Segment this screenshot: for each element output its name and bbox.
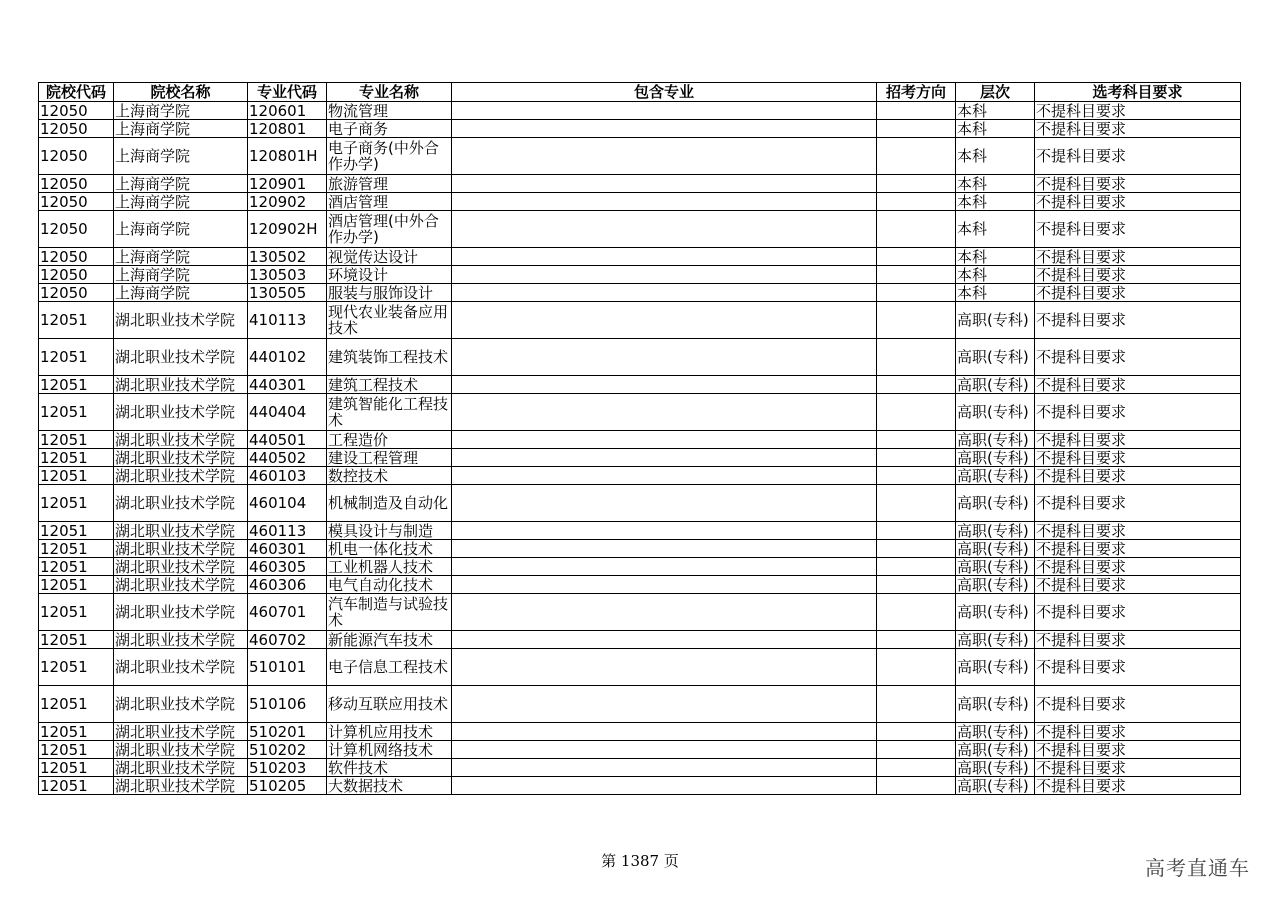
cell-included-majors — [452, 759, 877, 777]
cell-included-majors — [452, 723, 877, 741]
cell-school-code: 12050 — [39, 120, 114, 138]
cell-included-majors — [452, 467, 877, 485]
cell-direction — [877, 394, 956, 431]
cell-level: 本科 — [956, 211, 1035, 248]
cell-major-name: 工业机器人技术 — [327, 558, 452, 576]
cell-major-name: 移动互联应用技术 — [327, 686, 452, 723]
cell-direction — [877, 631, 956, 649]
cell-subject-requirement: 不提科目要求 — [1035, 741, 1241, 759]
table-row — [39, 759, 1241, 777]
cell-school-name: 上海商学院 — [114, 211, 248, 248]
header-major-code: 专业代码 — [248, 83, 327, 102]
cell-subject-requirement: 不提科目要求 — [1035, 193, 1241, 211]
cell-major-code: 460702 — [248, 631, 327, 649]
cell-major-name: 模具设计与制造 — [327, 522, 452, 540]
cell-subject-requirement: 不提科目要求 — [1035, 649, 1241, 686]
cell-major-name: 建筑智能化工程技术 — [327, 394, 452, 431]
cell-school-code: 12051 — [39, 449, 114, 467]
cell-subject-requirement: 不提科目要求 — [1035, 175, 1241, 193]
cell-direction — [877, 120, 956, 138]
cell-major-code: 440102 — [248, 339, 327, 376]
cell-school-code: 12051 — [39, 777, 114, 795]
table-row — [39, 102, 1241, 120]
cell-major-name: 视觉传达设计 — [327, 248, 452, 266]
cell-major-name: 环境设计 — [327, 266, 452, 284]
cell-included-majors — [452, 302, 877, 339]
cell-level: 高职(专科) — [956, 594, 1035, 631]
cell-school-name: 上海商学院 — [114, 138, 248, 175]
cell-major-code: 440301 — [248, 376, 327, 394]
cell-school-code: 12051 — [39, 485, 114, 522]
cell-level: 高职(专科) — [956, 522, 1035, 540]
cell-school-name: 上海商学院 — [114, 102, 248, 120]
cell-included-majors — [452, 631, 877, 649]
table-row — [39, 522, 1241, 540]
table-row — [39, 302, 1241, 339]
cell-major-name: 汽车制造与试验技术 — [327, 594, 452, 631]
cell-subject-requirement: 不提科目要求 — [1035, 284, 1241, 302]
cell-major-code: 440501 — [248, 431, 327, 449]
cell-school-name: 湖北职业技术学院 — [114, 558, 248, 576]
cell-direction — [877, 138, 956, 175]
table-row — [39, 339, 1241, 376]
cell-school-code: 12051 — [39, 594, 114, 631]
cell-major-code: 510203 — [248, 759, 327, 777]
table-row — [39, 540, 1241, 558]
cell-major-name: 计算机网络技术 — [327, 741, 452, 759]
cell-school-name: 湖北职业技术学院 — [114, 576, 248, 594]
cell-school-name: 湖北职业技术学院 — [114, 759, 248, 777]
table-row — [39, 467, 1241, 485]
cell-school-name: 湖北职业技术学院 — [114, 631, 248, 649]
cell-major-name: 电气自动化技术 — [327, 576, 452, 594]
cell-level: 本科 — [956, 193, 1035, 211]
cell-level: 高职(专科) — [956, 649, 1035, 686]
cell-level: 本科 — [956, 138, 1035, 175]
cell-included-majors — [452, 540, 877, 558]
cell-subject-requirement: 不提科目要求 — [1035, 339, 1241, 376]
cell-direction — [877, 777, 956, 795]
cell-major-code: 130503 — [248, 266, 327, 284]
cell-included-majors — [452, 102, 877, 120]
cell-included-majors — [452, 741, 877, 759]
cell-level: 高职(专科) — [956, 576, 1035, 594]
cell-school-name: 湖北职业技术学院 — [114, 540, 248, 558]
cell-direction — [877, 723, 956, 741]
cell-included-majors — [452, 376, 877, 394]
cell-direction — [877, 449, 956, 467]
cell-major-name: 建筑工程技术 — [327, 376, 452, 394]
cell-subject-requirement: 不提科目要求 — [1035, 266, 1241, 284]
cell-level: 高职(专科) — [956, 339, 1035, 376]
cell-major-code: 120902H — [248, 211, 327, 248]
cell-direction — [877, 431, 956, 449]
cell-direction — [877, 594, 956, 631]
cell-major-name: 建筑装饰工程技术 — [327, 339, 452, 376]
cell-level: 高职(专科) — [956, 631, 1035, 649]
cell-included-majors — [452, 284, 877, 302]
header-level: 层次 — [956, 83, 1035, 102]
cell-school-name: 湖北职业技术学院 — [114, 777, 248, 795]
cell-major-name: 旅游管理 — [327, 175, 452, 193]
cell-major-code: 460113 — [248, 522, 327, 540]
cell-major-code: 410113 — [248, 302, 327, 339]
cell-direction — [877, 649, 956, 686]
cell-school-name: 湖北职业技术学院 — [114, 741, 248, 759]
cell-direction — [877, 175, 956, 193]
cell-major-name: 建设工程管理 — [327, 449, 452, 467]
cell-school-name: 湖北职业技术学院 — [114, 339, 248, 376]
cell-major-name: 机械制造及自动化 — [327, 485, 452, 522]
cell-school-code: 12050 — [39, 193, 114, 211]
table-row — [39, 485, 1241, 522]
cell-major-code: 440404 — [248, 394, 327, 431]
page-number: 第 1387 页 — [601, 852, 679, 870]
cell-included-majors — [452, 394, 877, 431]
cell-included-majors — [452, 649, 877, 686]
cell-school-code: 12050 — [39, 284, 114, 302]
cell-major-name: 大数据技术 — [327, 777, 452, 795]
cell-level: 高职(专科) — [956, 485, 1035, 522]
cell-school-name: 湖北职业技术学院 — [114, 449, 248, 467]
cell-level: 本科 — [956, 102, 1035, 120]
header-school-code: 院校代码 — [39, 83, 114, 102]
table-row — [39, 394, 1241, 431]
cell-major-code: 120601 — [248, 102, 327, 120]
cell-major-name: 新能源汽车技术 — [327, 631, 452, 649]
cell-school-code: 12051 — [39, 723, 114, 741]
table-row — [39, 175, 1241, 193]
table-row — [39, 649, 1241, 686]
table-row — [39, 631, 1241, 649]
cell-subject-requirement: 不提科目要求 — [1035, 522, 1241, 540]
cell-subject-requirement: 不提科目要求 — [1035, 485, 1241, 522]
cell-subject-requirement: 不提科目要求 — [1035, 540, 1241, 558]
cell-major-code: 130502 — [248, 248, 327, 266]
table-row — [39, 449, 1241, 467]
cell-level: 本科 — [956, 175, 1035, 193]
cell-subject-requirement: 不提科目要求 — [1035, 467, 1241, 485]
table-row — [39, 594, 1241, 631]
cell-school-code: 12051 — [39, 741, 114, 759]
cell-major-name: 现代农业装备应用技术 — [327, 302, 452, 339]
cell-school-name: 上海商学院 — [114, 175, 248, 193]
cell-school-code: 12051 — [39, 631, 114, 649]
table-body — [39, 102, 1241, 795]
cell-major-name: 服装与服饰设计 — [327, 284, 452, 302]
cell-major-code: 460701 — [248, 594, 327, 631]
table-row — [39, 777, 1241, 795]
cell-school-name: 上海商学院 — [114, 120, 248, 138]
cell-direction — [877, 284, 956, 302]
cell-school-code: 12050 — [39, 102, 114, 120]
table-row — [39, 266, 1241, 284]
cell-school-name: 湖北职业技术学院 — [114, 522, 248, 540]
cell-major-code: 460301 — [248, 540, 327, 558]
cell-school-name: 湖北职业技术学院 — [114, 467, 248, 485]
cell-school-code: 12051 — [39, 759, 114, 777]
cell-included-majors — [452, 120, 877, 138]
table-row — [39, 211, 1241, 248]
cell-school-name: 湖北职业技术学院 — [114, 649, 248, 686]
cell-subject-requirement: 不提科目要求 — [1035, 376, 1241, 394]
cell-major-code: 120902 — [248, 193, 327, 211]
cell-included-majors — [452, 193, 877, 211]
cell-subject-requirement: 不提科目要求 — [1035, 102, 1241, 120]
cell-school-code: 12051 — [39, 376, 114, 394]
cell-included-majors — [452, 558, 877, 576]
cell-subject-requirement: 不提科目要求 — [1035, 631, 1241, 649]
cell-direction — [877, 248, 956, 266]
cell-major-code: 510205 — [248, 777, 327, 795]
cell-school-name: 湖北职业技术学院 — [114, 302, 248, 339]
cell-subject-requirement: 不提科目要求 — [1035, 138, 1241, 175]
cell-included-majors — [452, 594, 877, 631]
cell-direction — [877, 686, 956, 723]
cell-level: 高职(专科) — [956, 558, 1035, 576]
cell-direction — [877, 376, 956, 394]
cell-school-name: 湖北职业技术学院 — [114, 594, 248, 631]
cell-major-name: 电子商务 — [327, 120, 452, 138]
cell-included-majors — [452, 485, 877, 522]
cell-direction — [877, 339, 956, 376]
cell-school-code: 12051 — [39, 339, 114, 376]
table-row — [39, 686, 1241, 723]
cell-subject-requirement: 不提科目要求 — [1035, 723, 1241, 741]
cell-level: 高职(专科) — [956, 686, 1035, 723]
cell-direction — [877, 522, 956, 540]
cell-direction — [877, 467, 956, 485]
table-row — [39, 138, 1241, 175]
header-school-name: 院校名称 — [114, 83, 248, 102]
cell-school-name: 湖北职业技术学院 — [114, 376, 248, 394]
cell-school-code: 12051 — [39, 576, 114, 594]
cell-major-code: 510106 — [248, 686, 327, 723]
cell-direction — [877, 540, 956, 558]
cell-school-code: 12051 — [39, 649, 114, 686]
table-row — [39, 120, 1241, 138]
cell-major-code: 460306 — [248, 576, 327, 594]
cell-school-code: 12051 — [39, 431, 114, 449]
cell-major-code: 460305 — [248, 558, 327, 576]
cell-school-code: 12051 — [39, 686, 114, 723]
cell-school-code: 12051 — [39, 302, 114, 339]
cell-level: 高职(专科) — [956, 741, 1035, 759]
cell-subject-requirement: 不提科目要求 — [1035, 594, 1241, 631]
cell-level: 高职(专科) — [956, 376, 1035, 394]
cell-school-code: 12050 — [39, 138, 114, 175]
cell-level: 高职(专科) — [956, 302, 1035, 339]
cell-school-code: 12050 — [39, 266, 114, 284]
cell-direction — [877, 741, 956, 759]
cell-subject-requirement: 不提科目要求 — [1035, 431, 1241, 449]
cell-major-name: 工程造价 — [327, 431, 452, 449]
cell-school-name: 上海商学院 — [114, 193, 248, 211]
cell-subject-requirement: 不提科目要求 — [1035, 576, 1241, 594]
header-major-name: 专业名称 — [327, 83, 452, 102]
table-row — [39, 193, 1241, 211]
cell-major-code: 510101 — [248, 649, 327, 686]
cell-school-name: 上海商学院 — [114, 284, 248, 302]
cell-level: 高职(专科) — [956, 777, 1035, 795]
cell-direction — [877, 302, 956, 339]
cell-level: 高职(专科) — [956, 759, 1035, 777]
cell-level: 高职(专科) — [956, 449, 1035, 467]
cell-major-code: 460103 — [248, 467, 327, 485]
cell-school-code: 12051 — [39, 558, 114, 576]
cell-school-name: 湖北职业技术学院 — [114, 723, 248, 741]
cell-major-code: 460104 — [248, 485, 327, 522]
cell-included-majors — [452, 248, 877, 266]
cell-major-code: 120801H — [248, 138, 327, 175]
header-subject-requirement: 选考科目要求 — [1035, 83, 1241, 102]
cell-school-code: 12051 — [39, 540, 114, 558]
cell-school-name: 上海商学院 — [114, 248, 248, 266]
cell-major-name: 机电一体化技术 — [327, 540, 452, 558]
cell-major-code: 130505 — [248, 284, 327, 302]
cell-school-code: 12051 — [39, 522, 114, 540]
cell-major-code: 440502 — [248, 449, 327, 467]
cell-included-majors — [452, 449, 877, 467]
cell-direction — [877, 759, 956, 777]
cell-level: 本科 — [956, 120, 1035, 138]
cell-school-name: 上海商学院 — [114, 266, 248, 284]
cell-subject-requirement: 不提科目要求 — [1035, 211, 1241, 248]
cell-included-majors — [452, 522, 877, 540]
cell-included-majors — [452, 339, 877, 376]
cell-subject-requirement: 不提科目要求 — [1035, 302, 1241, 339]
cell-major-code: 510202 — [248, 741, 327, 759]
cell-school-code: 12051 — [39, 467, 114, 485]
cell-direction — [877, 211, 956, 248]
table-row — [39, 741, 1241, 759]
cell-direction — [877, 102, 956, 120]
table-row — [39, 723, 1241, 741]
cell-major-name: 酒店管理 — [327, 193, 452, 211]
cell-major-name: 电子信息工程技术 — [327, 649, 452, 686]
cell-subject-requirement: 不提科目要求 — [1035, 558, 1241, 576]
watermark: 高考直通车 — [1145, 856, 1250, 880]
header-row — [39, 83, 1241, 102]
cell-included-majors — [452, 777, 877, 795]
cell-direction — [877, 576, 956, 594]
cell-direction — [877, 266, 956, 284]
admission-table — [38, 82, 1241, 795]
cell-subject-requirement: 不提科目要求 — [1035, 394, 1241, 431]
cell-level: 高职(专科) — [956, 431, 1035, 449]
table-row — [39, 431, 1241, 449]
cell-major-name: 计算机应用技术 — [327, 723, 452, 741]
cell-school-code: 12050 — [39, 175, 114, 193]
cell-subject-requirement: 不提科目要求 — [1035, 248, 1241, 266]
cell-school-name: 湖北职业技术学院 — [114, 485, 248, 522]
cell-major-code: 120901 — [248, 175, 327, 193]
table-row — [39, 576, 1241, 594]
cell-school-name: 湖北职业技术学院 — [114, 686, 248, 723]
cell-major-code: 510201 — [248, 723, 327, 741]
table-row — [39, 376, 1241, 394]
cell-major-name: 物流管理 — [327, 102, 452, 120]
cell-school-name: 湖北职业技术学院 — [114, 431, 248, 449]
table-row — [39, 558, 1241, 576]
cell-subject-requirement: 不提科目要求 — [1035, 686, 1241, 723]
cell-school-code: 12050 — [39, 211, 114, 248]
cell-level: 高职(专科) — [956, 467, 1035, 485]
cell-major-name: 软件技术 — [327, 759, 452, 777]
cell-school-code: 12051 — [39, 394, 114, 431]
cell-subject-requirement: 不提科目要求 — [1035, 120, 1241, 138]
cell-included-majors — [452, 138, 877, 175]
cell-included-majors — [452, 576, 877, 594]
cell-included-majors — [452, 175, 877, 193]
cell-included-majors — [452, 266, 877, 284]
cell-level: 高职(专科) — [956, 394, 1035, 431]
cell-subject-requirement: 不提科目要求 — [1035, 449, 1241, 467]
cell-school-name: 湖北职业技术学院 — [114, 394, 248, 431]
cell-level: 本科 — [956, 284, 1035, 302]
cell-school-code: 12050 — [39, 248, 114, 266]
cell-subject-requirement: 不提科目要求 — [1035, 759, 1241, 777]
cell-level: 高职(专科) — [956, 540, 1035, 558]
cell-major-name: 电子商务(中外合作办学) — [327, 138, 452, 175]
cell-included-majors — [452, 211, 877, 248]
cell-level: 本科 — [956, 266, 1035, 284]
table-row — [39, 284, 1241, 302]
header-included-majors: 包含专业 — [452, 83, 877, 102]
cell-level: 本科 — [956, 248, 1035, 266]
cell-direction — [877, 193, 956, 211]
table-row — [39, 248, 1241, 266]
cell-included-majors — [452, 686, 877, 723]
cell-subject-requirement: 不提科目要求 — [1035, 777, 1241, 795]
cell-included-majors — [452, 431, 877, 449]
cell-direction — [877, 485, 956, 522]
cell-major-name: 数控技术 — [327, 467, 452, 485]
cell-major-name: 酒店管理(中外合作办学) — [327, 211, 452, 248]
cell-level: 高职(专科) — [956, 723, 1035, 741]
cell-direction — [877, 558, 956, 576]
cell-major-code: 120801 — [248, 120, 327, 138]
header-direction: 招考方向 — [877, 83, 956, 102]
